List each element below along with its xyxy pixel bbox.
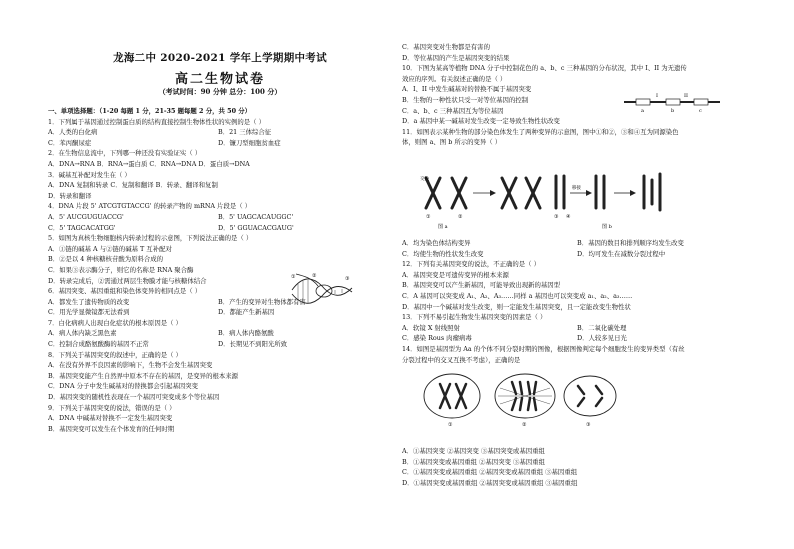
question-4: 4．DNA 片段 5' ATCGTGTACCG' 的转录产物的 mRNA 片段是（ ） [48, 202, 252, 211]
q11-option-d: D．均可发生在减数分裂过程中 [577, 249, 666, 258]
q6-option-b: B．产生的变异对生物体都有害 [218, 297, 306, 306]
q7-option-a: A．病人体内缺乏黑色素 [48, 329, 117, 338]
q8-option-b: B．基因突变能产生自然界中原本不存在的基因，是变异的根本来源 [48, 371, 239, 380]
fig5-label-1: ① [291, 274, 296, 280]
question-13: 13．下列不易引起生物发生基因突变的因素是（ ） [402, 313, 547, 322]
q13-option-d: D．人较多见日光 [577, 334, 627, 343]
question-1: 1．下列属于基因通过控制蛋白质的结构直接控制生物体性状的实例的是（ ） [48, 117, 265, 126]
right-column-part-2 [402, 238, 772, 365]
q11-option-b: B．基因的数目和排列顺序均发生改变 [577, 239, 684, 247]
q14-option-c: C．①基因突变或基因重组 ②基因突变或基因重组 ③基因重组 [402, 468, 578, 477]
subject-title: 高二生物试卷 [174, 72, 265, 87]
q9-option-c: C．基因突变对生物都是有害的 [402, 43, 490, 51]
fig14-label-3: ③ [586, 422, 591, 428]
q10-option-a: A．I、II 中发生碱基对的替换不属于基因突变 [402, 85, 532, 94]
q11-option-c: C．均使生物的性状发生改变 [402, 249, 484, 258]
q14-option-b: B．①基因突变或基因重组 ②基因突变 ③基因重组 [402, 457, 545, 466]
question-14-cont: 分裂过程中的交叉互换不考虑），正确的是 [402, 355, 521, 364]
q8-option-a: A．在没有外界不良因素的影响下，生物不会发生基因突变 [48, 361, 213, 370]
q11-option-a: A．均为染色体结构变异 [402, 239, 471, 247]
q13-option-a: A．软镜 X 射线照射 [402, 323, 460, 332]
question-5: 5．如图为真核生物细胞核内转录过程的示意图，下列说法正确的是（ ） [48, 234, 253, 243]
q8-option-c: C．DNA 分子中发生碱基对的替换都会引起基因突变 [48, 382, 199, 391]
fig11b-label-3: ③ [554, 214, 559, 220]
q5-option-d: D．转录完成后，②需通过两层生物膜才能与核糖体结合 [48, 276, 207, 285]
school-title: 龙海二中 2020-2021 学年上学期期中考试 [113, 52, 327, 64]
question-8: 8．下列关于基因突变的叙述中，正确的是（ ） [48, 350, 182, 359]
q9-option-b: B．基因突变可以发生在个体发育的任何时期 [48, 424, 175, 433]
question-11: 11．如图表示某种生物的部分染色体发生了两种变异的示意图，图中①和②，③和④互为同源染色 [402, 127, 679, 136]
q6-option-c: C．用光学显微镜都无法看到 [48, 308, 130, 317]
fig10-label-II: II [684, 93, 688, 99]
q6-option-d: D．都能产生新基因 [218, 308, 275, 317]
q4-option-d: D．5' GGUACACGAUG' [218, 223, 294, 232]
question-7: 7．白化病病人出现白化症状的根本原因是（ ） [48, 318, 182, 327]
q1-option-b: B．21 三体综合征 [218, 128, 272, 137]
q8-option-d: D．基因突变的随机性表现在一个基因可突变成多个等位基因 [48, 393, 220, 402]
q12-option-c: C．A 基因可以突变成 A₁、A₂、A₃……同样 a 基因也可以突变成 a₁、a₂、a₃…… [402, 291, 633, 300]
fig11b-caption: 图 b [602, 224, 612, 230]
right-column-part-3 [402, 446, 772, 488]
fig11b-move: 移接 [572, 186, 581, 191]
q1-option-c: C．苯丙酮尿症 [48, 138, 92, 147]
question-10-cont: 效应的序列。有关叙述正确的是（ ） [402, 74, 507, 83]
question-10: 10．下图为某高等植物 DNA 分子中控制花色的 a、b、c 三种基因的分布状况，其中 I、II 为无遗传 [402, 64, 687, 73]
fig11a-label-2: ② [458, 214, 463, 220]
q13-option-c: C．感染 Rous 肉瘤病毒 [402, 334, 472, 343]
q4-option-a: A．5' AUCGUGUACCG' [48, 212, 124, 221]
fig10-label-c: c [699, 108, 702, 114]
q9-option-a: A．DNA 中碱基对替换不一定发生基因突变 [48, 414, 173, 423]
fig14-label-1: ① [448, 422, 453, 428]
question-14: 14．如图是基因型为 Aa 的个体不同分裂时期的图像，根据图像判定每个细胞发生的变异类型（有丝 [402, 344, 685, 353]
q3-option-d: D．转录和翻译 [48, 191, 92, 200]
chromosome-variation-figure [418, 170, 668, 232]
transcription-figure [290, 272, 354, 308]
fig11a-swap: 交换 [420, 177, 429, 182]
question-2: 2．在生物信息流中，下列哪一种还没有实验证实（ ） [48, 149, 202, 158]
q7-option-c: C．控制合成酪氨酸酶的基因不正常 [48, 340, 149, 349]
question-9: 9．下列关于基因突变的说法，错误的是（ ） [48, 403, 176, 412]
q10-option-b: B．生物的一种性状只受一对等位基因的控制 [402, 95, 529, 104]
q5-option-a: A．①链的碱基 A 与②链的碱基 T 互补配对 [48, 244, 172, 253]
q10-option-d: D．a 基因中某一碱基对发生改变一定导致生物性状改变 [402, 117, 560, 126]
q10-option-c: C．a、b、c 三种基因互为等位基因 [402, 106, 504, 115]
cell-division-figure [420, 370, 620, 430]
question-12: 12．下列有关基因突变的说法，不正确的是（ ） [402, 260, 540, 269]
question-11-cont: 体，则图 a、图 b 所示的变异（ ） [402, 138, 502, 147]
q1-option-a: A．人类的白化病 [48, 128, 98, 137]
q5-option-b: B．②是以 4 种核糖核苷酸为原料合成的 [48, 255, 164, 264]
q13-option-b: B．二氧化碳处理 [577, 323, 627, 332]
fig10-label-a: a [641, 108, 644, 114]
gene-distribution-figure [622, 92, 722, 114]
left-column [48, 106, 393, 434]
q12-option-d: D．基因中一个碱基对发生改变，则一定能发生基因突变，且一定能改变生物性状 [402, 302, 631, 311]
fig14-label-2: ② [522, 422, 527, 428]
q1-option-d: D．镰刀型细胞贫血症 [218, 138, 281, 147]
fig5-label-2: ② [312, 273, 317, 279]
fig10-label-I: I [656, 93, 658, 99]
q12-option-b: B．基因突变可以产生新基因，可能导致出现新的基因型 [402, 281, 561, 290]
q14-option-a: A．①基因突变 ②基因突变 ③基因突变或基因重组 [402, 447, 545, 455]
fig11a-label-1: ① [426, 214, 431, 220]
question-6: 6．基因突变、基因重组和染色体变异的相同点是（ ） [48, 287, 202, 296]
q3-options: A．DNA 复制和转录 C．复制和翻译 B．转录、翻译和复制 [48, 181, 218, 190]
section-heading: 一、单项选择题：（1-20 每题 1 分，21-35 题每题 2 分，共 50 分） [48, 107, 252, 115]
fig10-label-b: b [671, 108, 675, 114]
q5-option-c: C．如果③表示酶分子，则它的名称是 RNA 聚合酶 [48, 265, 194, 274]
q9-option-d: D．等位基因的产生是基因突变的结果 [402, 53, 510, 62]
q4-option-b: B．5' UAGCACAUGGC' [218, 212, 294, 221]
q7-option-b: B．病人体内酪氨酸 [218, 329, 274, 338]
question-3: 3．碱基互补配对发生在（ ） [48, 170, 131, 179]
q2-options: A．DNA→RNA B．RNA→蛋白质 C．RNA→DNA D．蛋白质→DNA [48, 159, 250, 168]
q6-option-a: A．都发生了遗传物质的改变 [48, 297, 130, 306]
q14-option-d: D．①基因突变或基因重组 ②基因突变或基因重组 ③基因重组 [402, 478, 578, 487]
exam-info: （考试时间：90 分钟 总分：100 分） [158, 87, 282, 96]
q12-option-a: A．基因突变是可遗传变异的根本来源 [402, 270, 509, 279]
q7-option-d: D．长期见不到阳光所致 [218, 340, 288, 349]
fig11b-label-4: ④ [566, 214, 571, 220]
q4-option-c: C．5' TAGCACATGG' [48, 223, 116, 232]
fig5-label-3: ③ [345, 276, 350, 282]
fig11a-caption: 图 a [438, 224, 448, 230]
